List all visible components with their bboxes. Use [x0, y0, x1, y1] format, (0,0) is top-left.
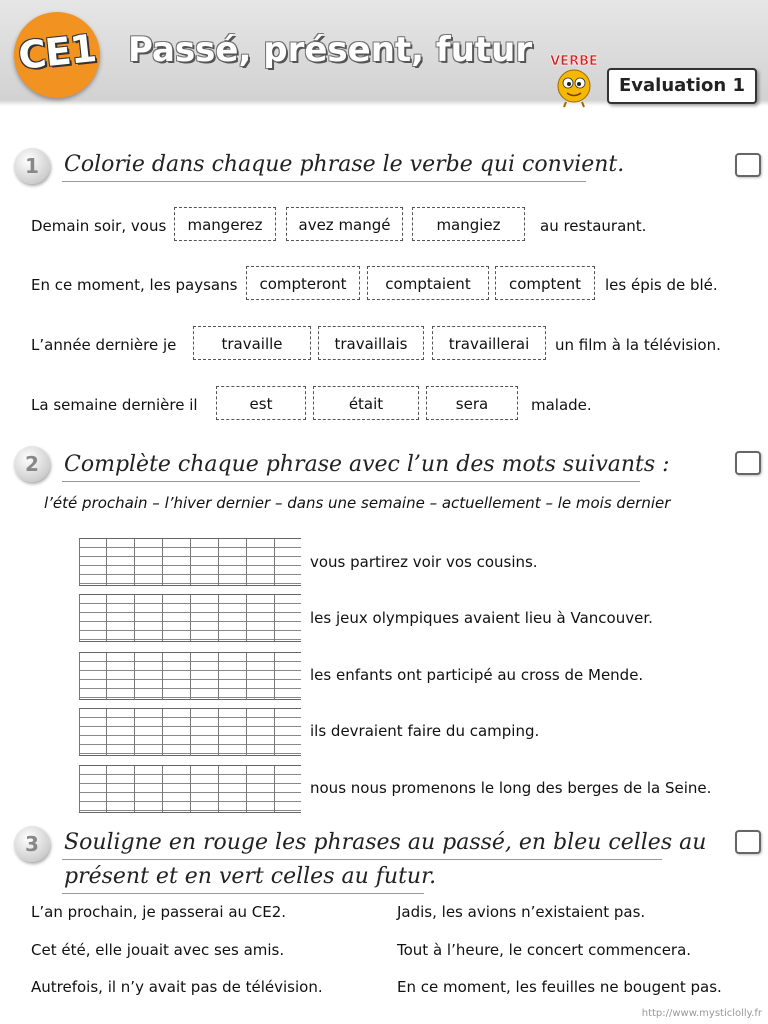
- sentence-end: un film à la télévision.: [555, 336, 721, 354]
- exercise2-checkbox-icon[interactable]: [735, 451, 761, 475]
- writing-lines[interactable]: [79, 538, 301, 586]
- tense-sentence[interactable]: Tout à l’heure, le concert commencera.: [397, 941, 692, 959]
- mascot-label: VERBE: [550, 54, 598, 69]
- exercise2-number-icon: 2: [14, 446, 50, 482]
- level-badge: [14, 12, 100, 98]
- verb-option[interactable]: était: [313, 386, 419, 420]
- instruction-underline: [62, 859, 662, 860]
- verb-option[interactable]: compteront: [246, 266, 360, 300]
- verb-option[interactable]: travaillerai: [432, 326, 546, 360]
- exercise3-instruction-continued: présent et en vert celles au futur.: [64, 864, 437, 889]
- verb-option[interactable]: mangerez: [174, 207, 276, 241]
- instruction-underline: [62, 481, 640, 482]
- verb-option[interactable]: sera: [426, 386, 518, 420]
- evaluation-label: Evaluation 1: [607, 68, 757, 104]
- sentence-start: L’année dernière je: [31, 336, 177, 354]
- mascot-icon: [544, 52, 604, 108]
- verb-option[interactable]: avez mangé: [286, 207, 403, 241]
- sentence-start: En ce moment, les paysans: [31, 276, 238, 294]
- verb-option[interactable]: travaille: [193, 326, 311, 360]
- sentence-start: La semaine dernière il: [31, 396, 198, 414]
- exercise3-checkbox-icon[interactable]: [735, 830, 761, 854]
- tense-sentence[interactable]: Cet été, elle jouait avec ses amis.: [31, 941, 285, 959]
- writing-lines[interactable]: [79, 708, 301, 756]
- tense-sentence[interactable]: Jadis, les avions n’existaient pas.: [397, 903, 646, 921]
- tense-sentence[interactable]: En ce moment, les feuilles ne bougent pas.: [397, 978, 722, 996]
- page-title: Passé, présent, futur: [128, 30, 533, 70]
- writing-lines[interactable]: [79, 652, 301, 700]
- sentence-end: les enfants ont participé au cross de Mende.: [310, 666, 644, 684]
- verb-option[interactable]: est: [216, 386, 306, 420]
- writing-lines[interactable]: [79, 765, 301, 813]
- verb-option[interactable]: comptent: [495, 266, 595, 300]
- verb-option[interactable]: comptaient: [367, 266, 489, 300]
- exercise3-instruction: Souligne en rouge les phrases au passé, en bleu celles au: [64, 830, 707, 855]
- sentence-end: vous partirez voir vos cousins.: [310, 553, 538, 571]
- sentence-end: au restaurant.: [540, 217, 647, 235]
- instruction-underline: [62, 181, 586, 182]
- sentence-end: malade.: [531, 396, 592, 414]
- level-label: CE1: [16, 26, 98, 78]
- exercise1-number-icon: 1: [14, 148, 50, 184]
- exercise3-number-icon: 3: [14, 826, 50, 862]
- verb-option[interactable]: mangiez: [412, 207, 525, 241]
- tense-sentence[interactable]: Autrefois, il n’y avait pas de télévision.: [31, 978, 323, 996]
- tense-sentence[interactable]: L’an prochain, je passerai au CE2.: [31, 903, 287, 921]
- instruction-underline: [62, 893, 424, 894]
- footer-url: http://www.mysticlolly.fr: [641, 1008, 762, 1019]
- sentence-end: nous nous promenons le long des berges de la Seine.: [310, 779, 712, 797]
- sentence-start: Demain soir, vous: [31, 217, 167, 235]
- exercise1-checkbox-icon[interactable]: [735, 153, 761, 177]
- verb-option[interactable]: travaillais: [318, 326, 424, 360]
- exercise2-instruction: Complète chaque phrase avec l’un des mots suivants :: [64, 452, 670, 477]
- exercise1-instruction: Colorie dans chaque phrase le verbe qui convient.: [64, 152, 625, 177]
- word-list: l’été prochain – l’hiver dernier – dans une semaine – actuellement – le mois dernier: [44, 494, 671, 512]
- sentence-end: les jeux olympiques avaient lieu à Vancouver.: [310, 609, 653, 627]
- sentence-end: ils devraient faire du camping.: [310, 722, 540, 740]
- writing-lines[interactable]: [79, 594, 301, 642]
- sentence-end: les épis de blé.: [605, 276, 718, 294]
